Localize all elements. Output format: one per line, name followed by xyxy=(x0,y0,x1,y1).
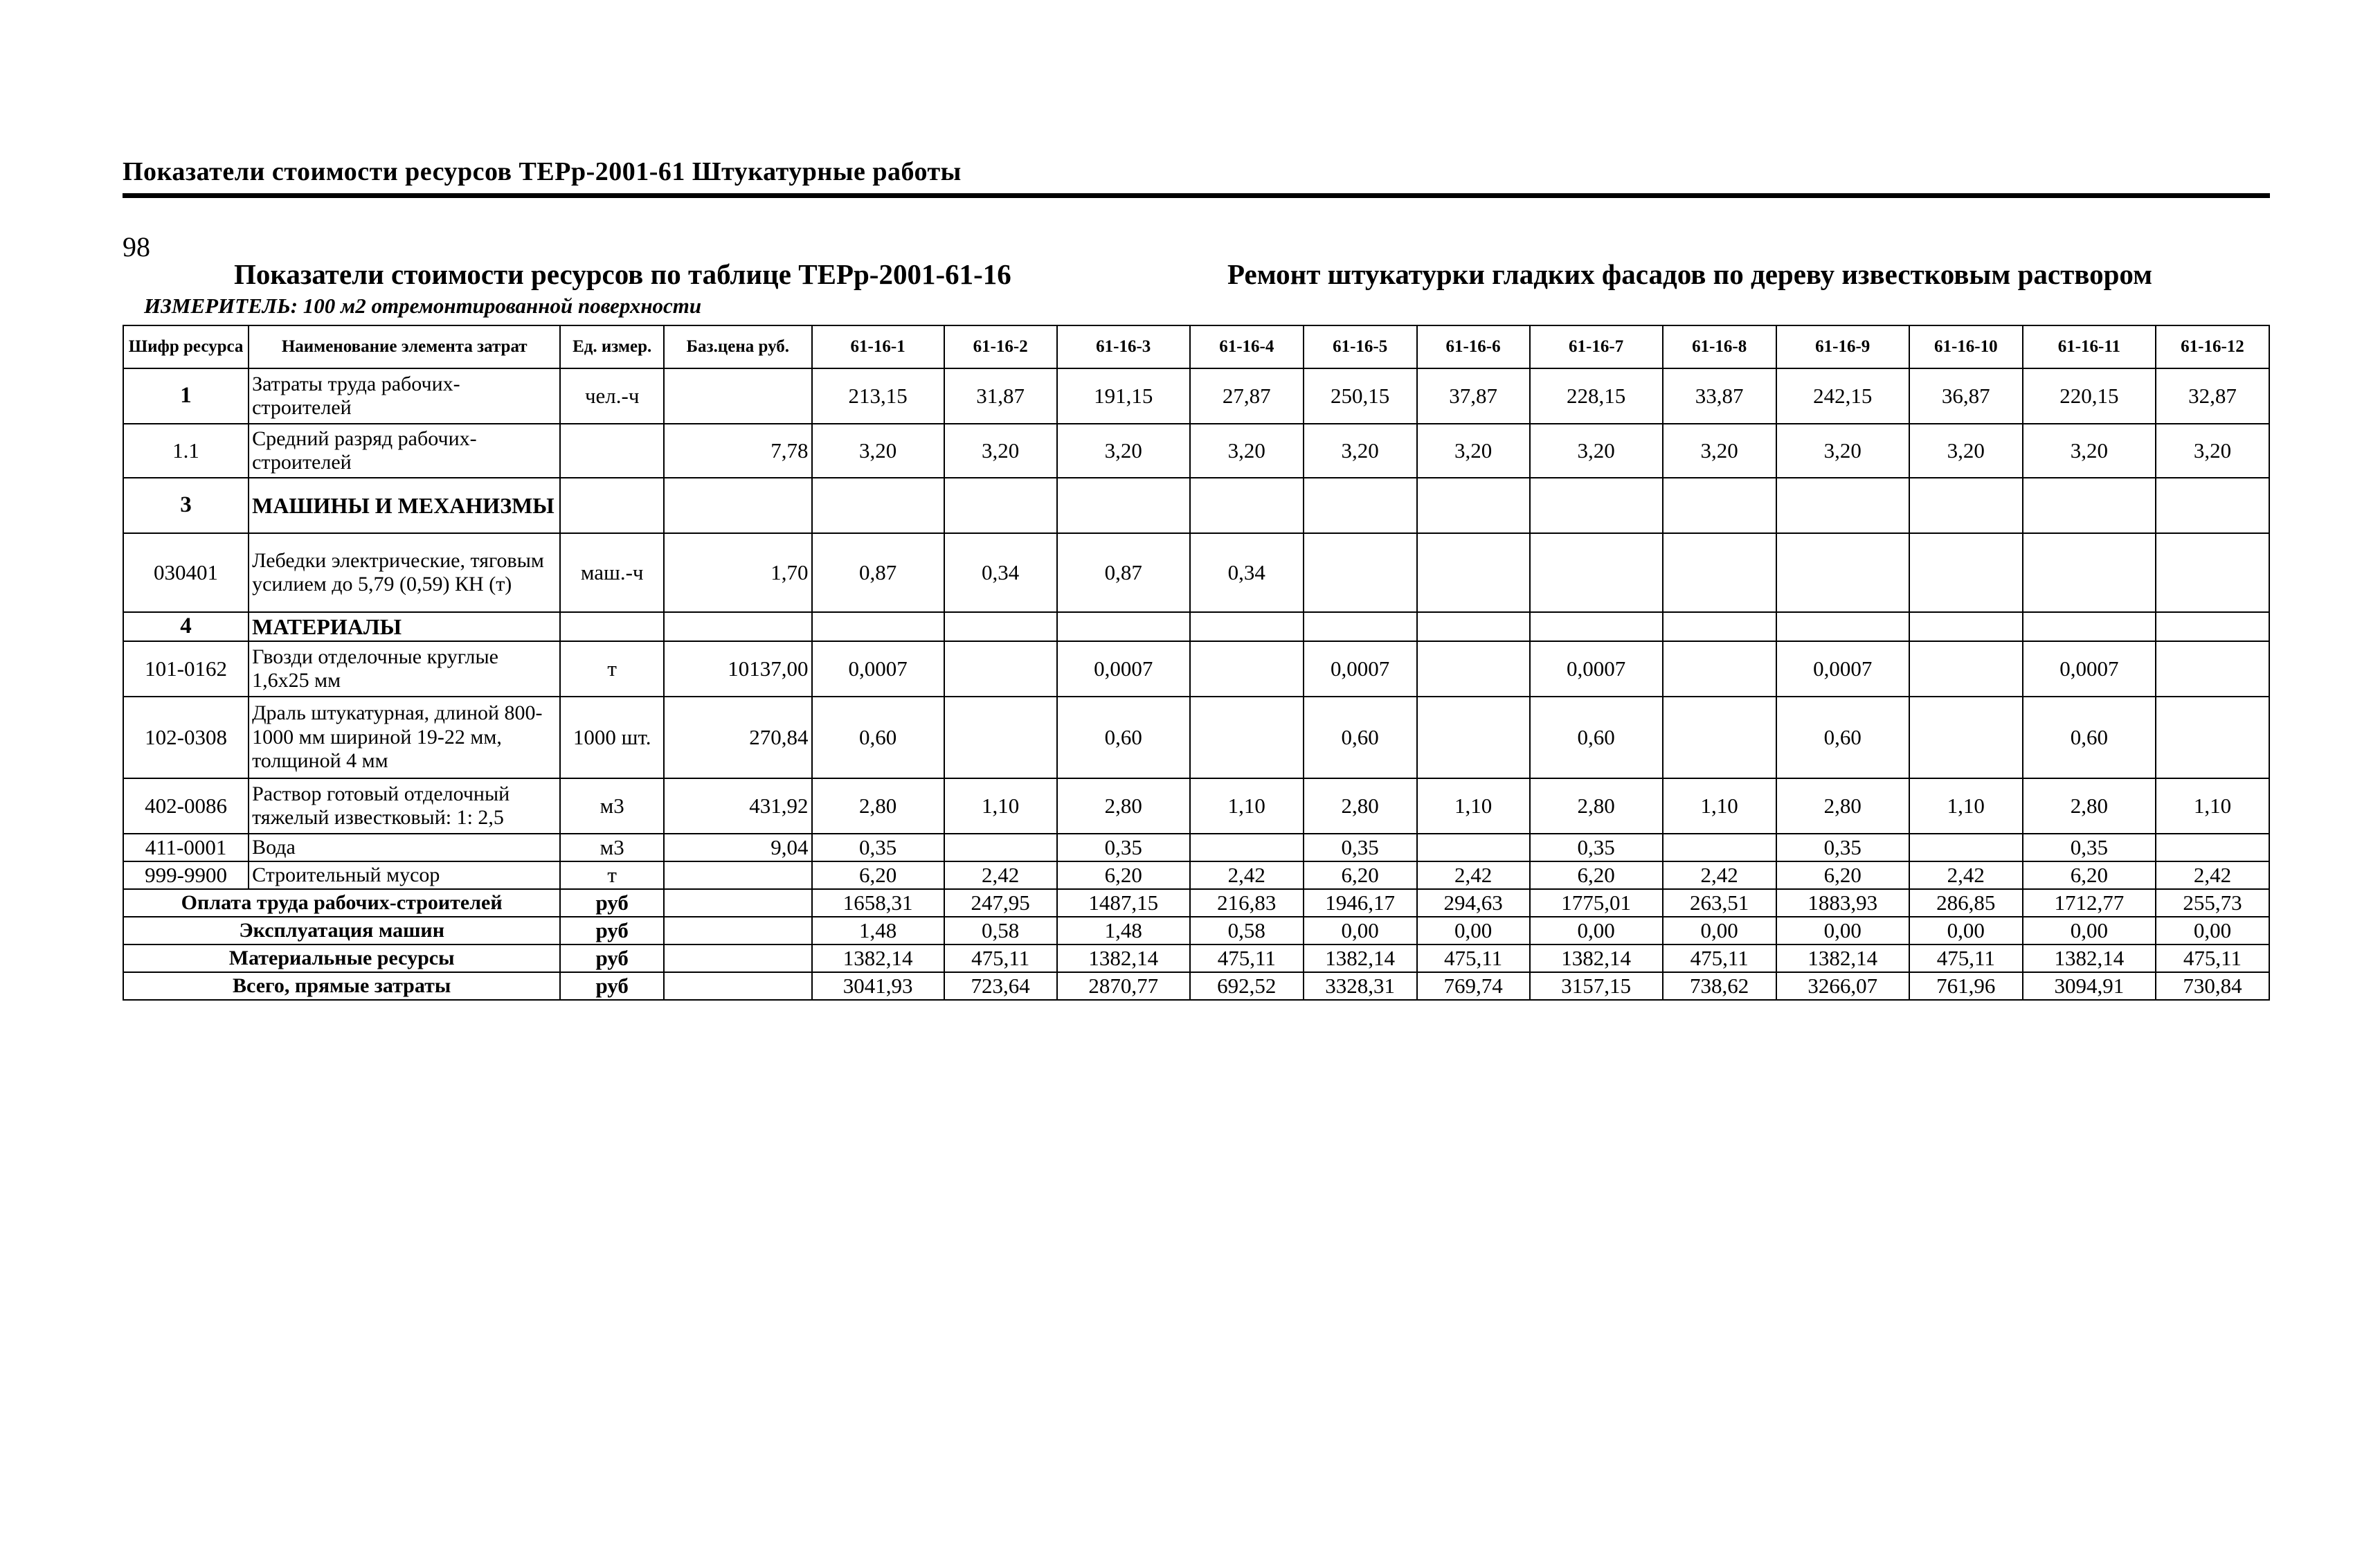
row-name: Драль штукатурная, длиной 800-1000 мм шириной 19-22 мм, толщиной 4 мм xyxy=(249,697,560,778)
row-value xyxy=(1530,533,1663,612)
header-column: 61-16-6 xyxy=(1417,325,1530,368)
row-value: 0,0007 xyxy=(2023,641,2156,697)
row-value: 3,20 xyxy=(1417,424,1530,478)
row-value: 6,20 xyxy=(1304,861,1417,889)
row-value xyxy=(1909,697,2023,778)
header-row xyxy=(123,325,2269,368)
total-name: Материальные ресурсы xyxy=(123,944,560,972)
row-value xyxy=(1304,533,1417,612)
row-value: 2,42 xyxy=(1190,861,1304,889)
header-column: 61-16-2 xyxy=(944,325,1057,368)
row-value xyxy=(944,641,1057,697)
total-value: 294,63 xyxy=(1417,889,1530,917)
total-unit: руб xyxy=(560,972,664,1000)
row-value: 0,35 xyxy=(1776,834,1909,861)
total-value: 761,96 xyxy=(1909,972,2023,1000)
table-row xyxy=(123,861,2269,889)
running-header: Показатели стоимости ресурсов ТЕРр-2001-61 Штукатурные работы xyxy=(123,157,962,186)
row-value: 0,35 xyxy=(1057,834,1190,861)
row-value xyxy=(1417,834,1530,861)
row-value xyxy=(1663,697,1776,778)
row-value xyxy=(2156,834,2269,861)
total-value: 247,95 xyxy=(944,889,1057,917)
row-value: 1,10 xyxy=(944,778,1057,834)
row-code: 1.1 xyxy=(123,424,249,478)
row-value xyxy=(1663,834,1776,861)
row-value: 3,20 xyxy=(1190,424,1304,478)
row-value: 0,35 xyxy=(1304,834,1417,861)
row-value xyxy=(2023,533,2156,612)
row-name: Вода xyxy=(249,834,560,861)
table-row xyxy=(123,778,2269,834)
total-value: 1,48 xyxy=(812,917,944,944)
row-value: 3,20 xyxy=(2156,424,2269,478)
section-code: 3 xyxy=(123,478,249,533)
row-code: 101-0162 xyxy=(123,641,249,697)
row-value: 6,20 xyxy=(1530,861,1663,889)
row-code: 999-9900 xyxy=(123,861,249,889)
header-column: 61-16-12 xyxy=(2156,325,2269,368)
row-value: 27,87 xyxy=(1190,368,1304,424)
header-code: Шифр ресурса xyxy=(123,325,249,368)
total-unit: руб xyxy=(560,917,664,944)
row-value: 3,20 xyxy=(2023,424,2156,478)
row-value: 2,80 xyxy=(1304,778,1417,834)
row-price: 10137,00 xyxy=(664,641,811,697)
header-column: 61-16-1 xyxy=(812,325,944,368)
header-name: Наименование элемента затрат xyxy=(249,325,560,368)
row-value xyxy=(1417,641,1530,697)
section-row xyxy=(123,478,2269,533)
row-name: Затраты труда рабочих-строителей xyxy=(249,368,560,424)
row-value: 1,10 xyxy=(2156,778,2269,834)
row-value: 0,35 xyxy=(1530,834,1663,861)
row-price: 9,04 xyxy=(664,834,811,861)
row-value: 36,87 xyxy=(1909,368,2023,424)
measure-value: 100 м2 отремонтированной поверхности xyxy=(303,294,702,318)
row-value: 213,15 xyxy=(812,368,944,424)
total-value: 475,11 xyxy=(2156,944,2269,972)
row-unit: м3 xyxy=(560,778,664,834)
header-column: 61-16-5 xyxy=(1304,325,1417,368)
row-value xyxy=(1776,533,1909,612)
total-value: 1658,31 xyxy=(812,889,944,917)
total-value: 3094,91 xyxy=(2023,972,2156,1000)
row-value: 0,0007 xyxy=(1530,641,1663,697)
row-value xyxy=(944,834,1057,861)
total-row xyxy=(123,972,2269,1000)
row-code: 030401 xyxy=(123,533,249,612)
table-row xyxy=(123,834,2269,861)
row-value: 0,35 xyxy=(812,834,944,861)
table-row xyxy=(123,641,2269,697)
row-value: 1,10 xyxy=(1190,778,1304,834)
row-value: 2,42 xyxy=(944,861,1057,889)
total-value: 475,11 xyxy=(1417,944,1530,972)
total-value: 1946,17 xyxy=(1304,889,1417,917)
header-column: 61-16-9 xyxy=(1776,325,1909,368)
section-row xyxy=(123,612,2269,641)
row-value: 0,60 xyxy=(812,697,944,778)
total-value: 692,52 xyxy=(1190,972,1304,1000)
row-value xyxy=(2156,533,2269,612)
row-value: 228,15 xyxy=(1530,368,1663,424)
row-unit: 1000 шт. xyxy=(560,697,664,778)
row-value xyxy=(1417,533,1530,612)
row-code: 411-0001 xyxy=(123,834,249,861)
row-value xyxy=(1663,641,1776,697)
header-column: 61-16-7 xyxy=(1530,325,1663,368)
section-title: МАШИНЫ И МЕХАНИЗМЫ xyxy=(249,478,560,533)
row-value: 0,0007 xyxy=(812,641,944,697)
row-value: 3,20 xyxy=(1304,424,1417,478)
row-value: 37,87 xyxy=(1417,368,1530,424)
row-value: 2,42 xyxy=(1663,861,1776,889)
row-value: 2,80 xyxy=(1776,778,1909,834)
row-value: 0,35 xyxy=(2023,834,2156,861)
row-value: 0,0007 xyxy=(1776,641,1909,697)
row-value: 3,20 xyxy=(944,424,1057,478)
header-column: 61-16-3 xyxy=(1057,325,1190,368)
total-value: 1487,15 xyxy=(1057,889,1190,917)
section-code: 4 xyxy=(123,612,249,641)
row-name: Строительный мусор xyxy=(249,861,560,889)
measure-label: ИЗМЕРИТЕЛЬ: xyxy=(144,294,298,318)
total-value: 0,58 xyxy=(944,917,1057,944)
table-row xyxy=(123,533,2269,612)
row-value: 3,20 xyxy=(812,424,944,478)
row-value: 3,20 xyxy=(1663,424,1776,478)
row-value xyxy=(2156,641,2269,697)
total-value: 475,11 xyxy=(1663,944,1776,972)
row-value xyxy=(1190,697,1304,778)
total-value: 0,00 xyxy=(1909,917,2023,944)
header-rule xyxy=(123,193,2270,198)
total-value: 1382,14 xyxy=(1530,944,1663,972)
total-name: Всего, прямые затраты xyxy=(123,972,560,1000)
total-value: 0,00 xyxy=(1417,917,1530,944)
row-value xyxy=(1909,641,2023,697)
row-value: 220,15 xyxy=(2023,368,2156,424)
total-value: 0,58 xyxy=(1190,917,1304,944)
total-value: 723,64 xyxy=(944,972,1057,1000)
row-value: 6,20 xyxy=(1057,861,1190,889)
total-name: Оплата труда рабочих-строителей xyxy=(123,889,560,917)
total-row xyxy=(123,944,2269,972)
row-value: 2,42 xyxy=(1909,861,2023,889)
row-code: 402-0086 xyxy=(123,778,249,834)
total-value: 730,84 xyxy=(2156,972,2269,1000)
total-value: 0,00 xyxy=(2023,917,2156,944)
row-price: 7,78 xyxy=(664,424,811,478)
row-value: 250,15 xyxy=(1304,368,1417,424)
total-name: Эксплуатация машин xyxy=(123,917,560,944)
row-value xyxy=(1909,834,2023,861)
section-title: МАТЕРИАЛЫ xyxy=(249,612,560,641)
header-column: 61-16-8 xyxy=(1663,325,1776,368)
total-row xyxy=(123,889,2269,917)
row-value: 0,87 xyxy=(1057,533,1190,612)
row-unit xyxy=(560,424,664,478)
row-name: Средний разряд рабочих-строителей xyxy=(249,424,560,478)
header-column: 61-16-11 xyxy=(2023,325,2156,368)
row-value: 6,20 xyxy=(2023,861,2156,889)
row-code: 102-0308 xyxy=(123,697,249,778)
table-subject: Ремонт штукатурки гладких фасадов по дереву известковым раствором xyxy=(1227,258,2153,290)
row-value xyxy=(1417,697,1530,778)
row-value xyxy=(1190,834,1304,861)
total-value: 0,00 xyxy=(1530,917,1663,944)
row-price: 270,84 xyxy=(664,697,811,778)
total-value: 475,11 xyxy=(944,944,1057,972)
row-value: 2,80 xyxy=(1057,778,1190,834)
row-value: 2,42 xyxy=(1417,861,1530,889)
row-name: Гвозди отделочные круглые 1,6х25 мм xyxy=(249,641,560,697)
row-value: 191,15 xyxy=(1057,368,1190,424)
total-value: 0,00 xyxy=(1776,917,1909,944)
row-value: 0,60 xyxy=(1530,697,1663,778)
total-value: 1775,01 xyxy=(1530,889,1663,917)
total-unit: руб xyxy=(560,944,664,972)
row-unit: т xyxy=(560,861,664,889)
row-name: Раствор готовый отделочный тяжелый известковый: 1: 2,5 xyxy=(249,778,560,834)
row-unit: маш.-ч xyxy=(560,533,664,612)
row-value: 1,10 xyxy=(1663,778,1776,834)
total-value: 1382,14 xyxy=(1304,944,1417,972)
total-value: 1382,14 xyxy=(1057,944,1190,972)
total-value: 769,74 xyxy=(1417,972,1530,1000)
row-value: 242,15 xyxy=(1776,368,1909,424)
table-row xyxy=(123,424,2269,478)
total-value: 255,73 xyxy=(2156,889,2269,917)
row-value: 0,60 xyxy=(2023,697,2156,778)
resource-table xyxy=(123,325,2270,1001)
table-row xyxy=(123,368,2269,424)
row-value: 0,34 xyxy=(1190,533,1304,612)
row-value: 3,20 xyxy=(1909,424,2023,478)
total-value: 475,11 xyxy=(1190,944,1304,972)
row-name: Лебедки электрические, тяговым усилием до 5,79 (0,59) КН (т) xyxy=(249,533,560,612)
row-value xyxy=(1663,533,1776,612)
row-value: 0,0007 xyxy=(1304,641,1417,697)
total-value: 1712,77 xyxy=(2023,889,2156,917)
row-value: 0,60 xyxy=(1776,697,1909,778)
row-value: 0,0007 xyxy=(1057,641,1190,697)
total-value: 1883,93 xyxy=(1776,889,1909,917)
row-value: 2,42 xyxy=(2156,861,2269,889)
row-code: 1 xyxy=(123,368,249,424)
total-unit: руб xyxy=(560,889,664,917)
row-value: 6,20 xyxy=(1776,861,1909,889)
measure-line xyxy=(144,294,701,319)
table-title: Показатели стоимости ресурсов по таблице ТЕРр-2001-61-16 xyxy=(234,258,1011,290)
total-value: 1382,14 xyxy=(2023,944,2156,972)
header-column: 61-16-4 xyxy=(1190,325,1304,368)
row-value: 0,60 xyxy=(1057,697,1190,778)
total-value: 738,62 xyxy=(1663,972,1776,1000)
row-value: 2,80 xyxy=(1530,778,1663,834)
row-value: 0,87 xyxy=(812,533,944,612)
row-price: 431,92 xyxy=(664,778,811,834)
row-value: 0,60 xyxy=(1304,697,1417,778)
total-value: 3328,31 xyxy=(1304,972,1417,1000)
row-value xyxy=(944,697,1057,778)
row-value xyxy=(1909,533,2023,612)
row-value: 1,10 xyxy=(1417,778,1530,834)
row-value: 33,87 xyxy=(1663,368,1776,424)
header-price: Баз.цена руб. xyxy=(664,325,811,368)
page-number: 98 xyxy=(123,231,150,262)
total-value: 0,00 xyxy=(1304,917,1417,944)
row-value: 3,20 xyxy=(1057,424,1190,478)
row-value: 2,80 xyxy=(2023,778,2156,834)
total-value: 263,51 xyxy=(1663,889,1776,917)
total-value: 475,11 xyxy=(1909,944,2023,972)
total-value: 3157,15 xyxy=(1530,972,1663,1000)
row-price: 1,70 xyxy=(664,533,811,612)
total-row xyxy=(123,917,2269,944)
row-value: 6,20 xyxy=(812,861,944,889)
header-column: 61-16-10 xyxy=(1909,325,2023,368)
total-value: 1,48 xyxy=(1057,917,1190,944)
total-value: 216,83 xyxy=(1190,889,1304,917)
row-value: 1,10 xyxy=(1909,778,2023,834)
total-value: 3041,93 xyxy=(812,972,944,1000)
table-row xyxy=(123,697,2269,778)
row-unit: чел.-ч xyxy=(560,368,664,424)
row-value: 2,80 xyxy=(812,778,944,834)
row-price xyxy=(664,368,811,424)
row-value xyxy=(2156,697,2269,778)
row-value: 0,34 xyxy=(944,533,1057,612)
total-value: 286,85 xyxy=(1909,889,2023,917)
row-value: 32,87 xyxy=(2156,368,2269,424)
total-value: 0,00 xyxy=(2156,917,2269,944)
row-value: 3,20 xyxy=(1776,424,1909,478)
row-unit: м3 xyxy=(560,834,664,861)
row-unit: т xyxy=(560,641,664,697)
total-value: 1382,14 xyxy=(1776,944,1909,972)
total-value: 2870,77 xyxy=(1057,972,1190,1000)
row-price xyxy=(664,861,811,889)
total-value: 0,00 xyxy=(1663,917,1776,944)
header-unit: Ед. измер. xyxy=(560,325,664,368)
total-value: 3266,07 xyxy=(1776,972,1909,1000)
total-value: 1382,14 xyxy=(812,944,944,972)
row-value: 31,87 xyxy=(944,368,1057,424)
row-value xyxy=(1190,641,1304,697)
row-value: 3,20 xyxy=(1530,424,1663,478)
